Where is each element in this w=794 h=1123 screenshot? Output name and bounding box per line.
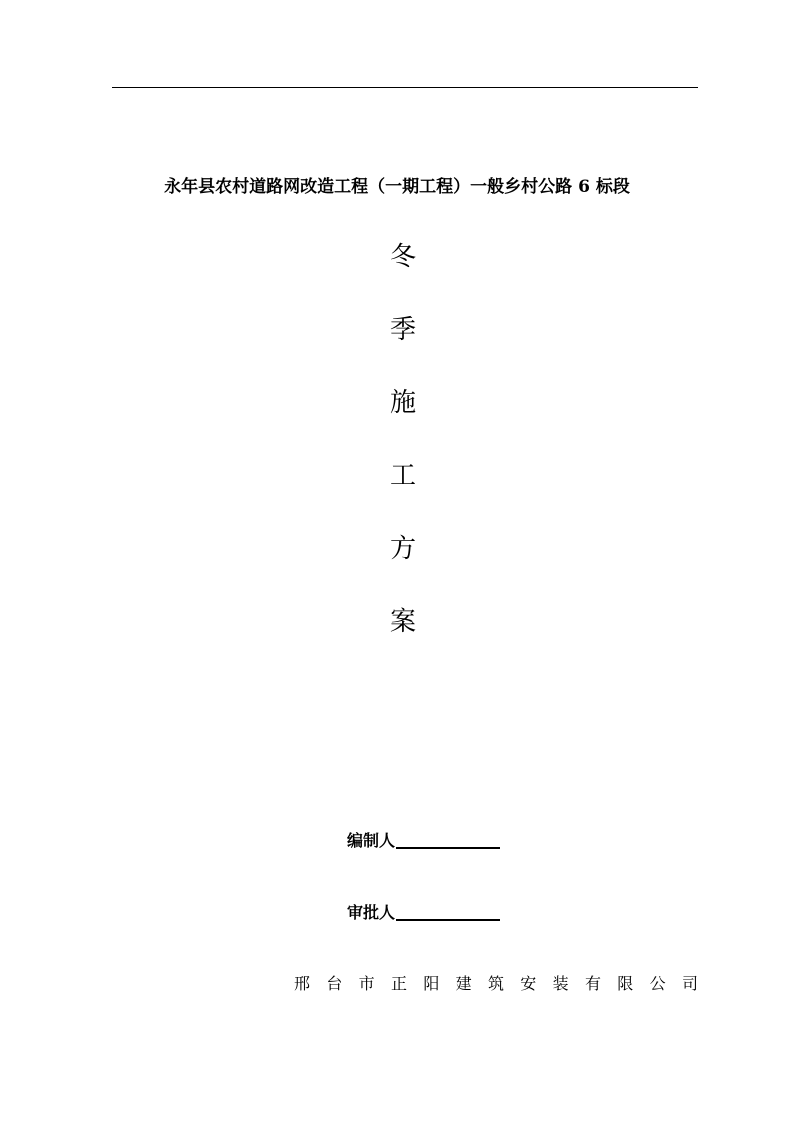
company-char: 邢 bbox=[294, 974, 311, 993]
compiler-label: 编制人 bbox=[347, 831, 396, 850]
company-char: 市 bbox=[358, 974, 375, 993]
company-char: 限 bbox=[617, 974, 634, 993]
company-char: 阳 bbox=[423, 974, 440, 993]
company-char: 有 bbox=[584, 974, 601, 993]
document-title-char-4: 工 bbox=[389, 461, 416, 491]
company-char: 安 bbox=[520, 974, 537, 993]
company-char: 装 bbox=[552, 974, 569, 993]
document-title-char-1: 冬 bbox=[389, 242, 416, 272]
approver-signature-row bbox=[347, 901, 500, 923]
company-char: 司 bbox=[681, 974, 698, 993]
company-char: 筑 bbox=[487, 974, 504, 993]
header-rule bbox=[112, 87, 698, 88]
company-char: 建 bbox=[455, 974, 472, 993]
compiler-signature-row bbox=[347, 829, 500, 851]
company-char: 正 bbox=[390, 974, 407, 993]
document-title-char-3: 施 bbox=[389, 388, 416, 418]
approver-label: 审批人 bbox=[347, 903, 396, 922]
compiler-signature-line bbox=[396, 847, 500, 849]
document-title-char-2: 季 bbox=[389, 315, 416, 345]
company-char: 公 bbox=[649, 974, 666, 993]
company-char: 台 bbox=[326, 974, 343, 993]
document-title-char-5: 方 bbox=[389, 534, 416, 564]
project-title: 永年县农村道路网改造工程（一期工程）一般乡村公路 6 标段 bbox=[164, 177, 630, 197]
company-name bbox=[294, 973, 698, 995]
approver-signature-line bbox=[396, 919, 500, 921]
document-title-char-6: 案 bbox=[389, 607, 416, 637]
